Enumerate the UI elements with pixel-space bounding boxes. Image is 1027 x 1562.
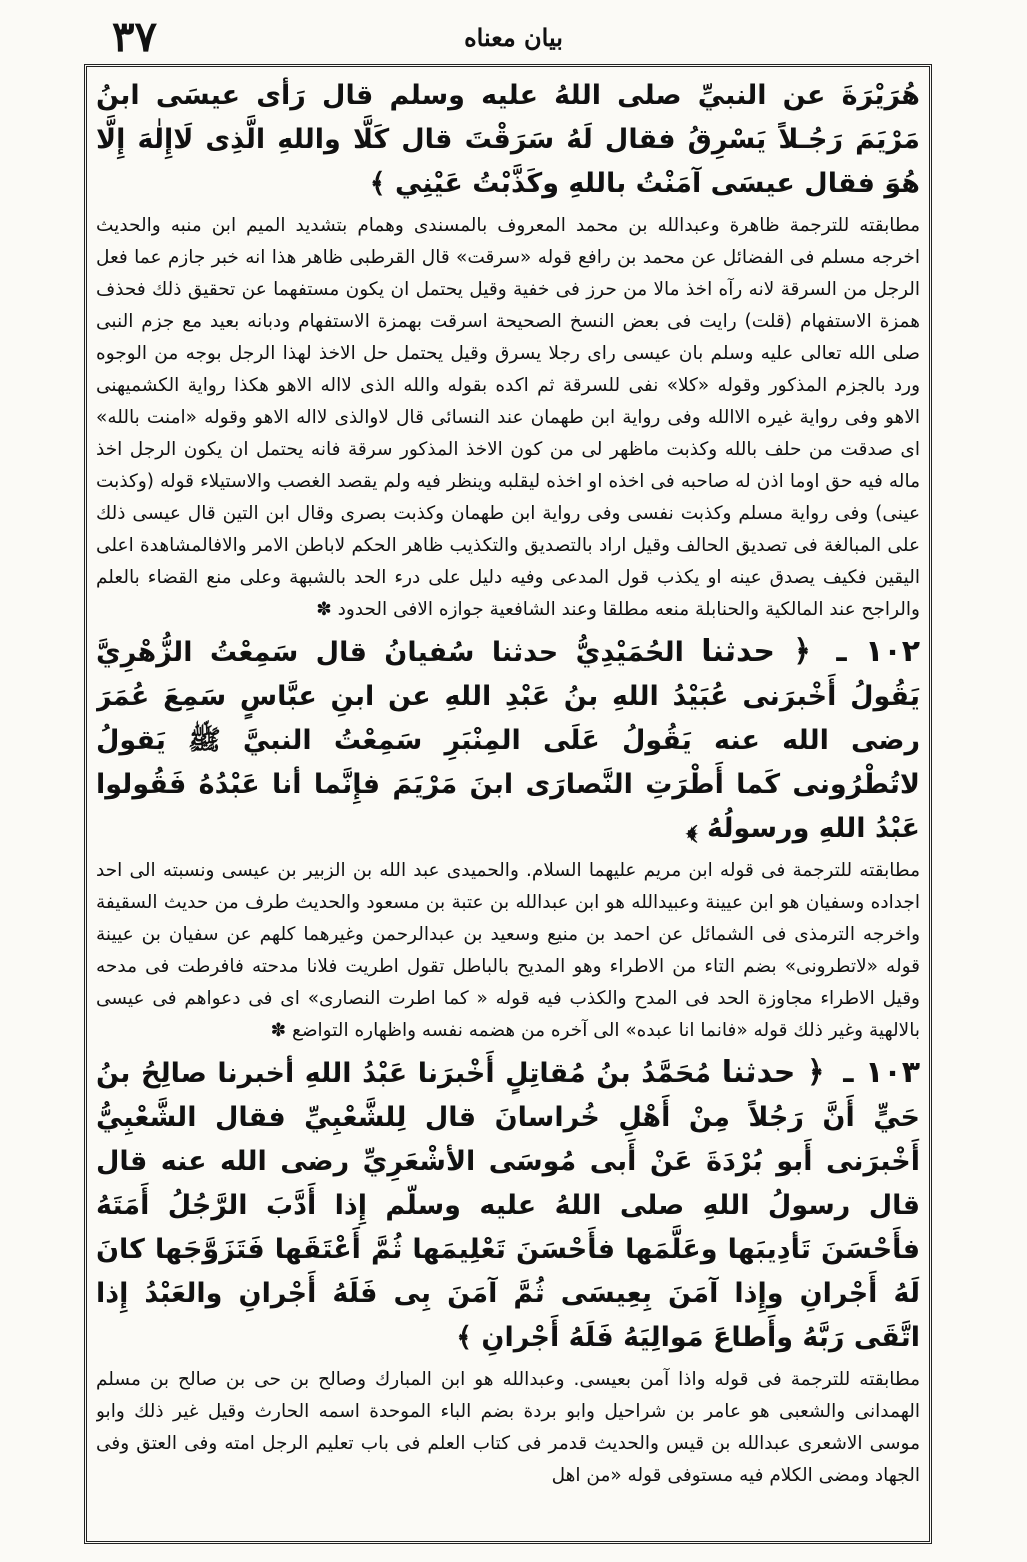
main-text	[96, 74, 920, 1534]
page-number: ٣٧	[112, 12, 158, 61]
hadith-lead: ﴿ حدثنا	[721, 1055, 825, 1090]
hadith-body: الحُمَيْدِيُّ حدثنا سُفيانُ قال سَمِعْتُ الزُّهْرِيَّ يَقُولُ أَخْبرَنى عُبَيْدُ اللهِ بنُ عَبْدِ اللهِ عن ابنِ عبَّاسٍ سَمِعَ عُمَرَ رضى الله عنه يَقُولُ عَلَى المِنْبَرِ سَمِعْتُ النبيَّ ﷺ يَقولُ لاتُطْرُونى كَما أَطْرَتِ النَّصارَى ابنَ مَرْيَمَ فإِنَّما أنا عَبْدُهُ فَقُولوا عَبْدُ اللهِ ورسولُهُ ﴾	[96, 637, 920, 844]
hadith-body: مُحَمَّدُ بنُ مُقاتِلٍ أَخْبرَنا عَبْدُ اللهِ أخبرنا صالِحُ بنُ حَيٍّ أَنَّ رَجُلاً مِنْ أَهْلِ خُراسانَ قال لِلشَّعْبِيِّ فقال الشَّعْبِيُّ أَخْبرَنى أَبو بُرْدَةَ عَنْ أَبى مُوسَى الأشْعَرِيِّ رضى الله عنه قال قال رسولُ اللهِ صلى اللهُ عليه وسلّم إِذا أَدَّبَ الرَّجُلُ أَمَتَهُ فأَحْسَنَ تَأدِيبَها وعَلَّمَها فأَحْسَنَ تَعْلِيمَها ثُمَّ أَعْتَقَها فَتَزَوَّجَها كانَ لَهُ أَجْرانِ وإِذا آمَنَ بِعِيسَى ثُمَّ آمَنَ بِى فَلَهُ أَجْرانِ والعَبْدُ إِذا اتَّقَى رَبَّهُ وأَطاعَ مَوالِيَهُ فَلَهُ أَجْرانِ ﴾	[96, 1058, 920, 1353]
commentary-paragraph: مطابقته للترجمة ظاهرة وعبدالله بن محمد المعروف بالمسندى وهمام بتشديد الميم ابن منبه والحديث اخرجه مسلم فى الفضائل عن محمد بن رافع قوله «سرقت» قال القرطبى ظاهر هذا انه خبر جازم عما فعل الرجل من السرقة لانه رآه اخذ مالا من حرز فى خفية وقيل يحتمل ان يكون مستفهما عن تحقيق ذلك فحذف همزة الاستفهام (قلت) رايت فى بعض النسخ الصحيحة اسرقت بهمزة الاستفهام ودبانه بعيد مع جزم النبى صلى الله تعالى عليه وسلم بان عيسى راى رجلا يسرق وقيل يحتمل حل الاخذ لهذا الرجل بوجه من الوجوه ورد بالجزم المذكور وقوله «كلا» نفى للسرقة ثم اكده بقوله والله الذى لااله الاهو هكذا رواية الكشميهنى الاهو وفى رواية غيره الاالله وفى رواية ابن طهمان عند النسائى قال لاوالذى لااله الاهو وقوله «امنت بالله» اى صدقت من حلف بالله وكذبت ماظهر لى من كون الاخذ المذكور سرقة فانه يحتمل ان يكون الرجل اخذ ماله فيه حق اوما اذن له صاحبه فى اخذه او اخذه ليقلبه وينظر فيه ولم يقصد الغصب والاستيلاء قوله (وكذبت عينى) وفى رواية مسلم وكذبت نفسى وفى رواية ابن طهمان وكذبت بصرى وقال ابن التين قال عيسى ذلك على المبالغة فى تصديق الحالف وقيل اراد بالتصديق والتكذيب ظاهر الحكم لاباطن الامر والافالمشاهدة اعلى اليقين فكيف يصدق عينه او يكذب قول المدعى وفيه دليل على درء الحد بالشبهة وعلى منع القضاء بالعلم والراجح عند المالكية والحنابلة منعه مطلقا وعند الشافعية جوازه الافى الحدود ✽	[96, 215, 920, 620]
commentary-paragraph: مطابقته للترجمة فى قوله ابن مريم عليهما السلام. والحميدى عبد الله بن الزبير بن عيسى ونسبته الى احد اجداده وسفيان هو ابن عيينة وعبيدالله هو ابن عبدالله بن عتبة بن مسعود والحديث طرف من حديث السقيفة واخرجه الترمذى فى الشمائل عن احمد بن منيع وسعيد بن عبدالرحمن وغيرهما كلهم عن سفيان بن عيينة قوله «لاتطرونى» بضم التاء من الاطراء وهو المديح بالباطل تقول اطريت فلانا مدحته فافرطت فى مدحه وقيل الاطراء مجاوزة الحد فى المدح والكذب فيه قوله « كما اطرت النصارى» اى فى دعواهم فى عيسى بالالهية وغير ذلك قوله «فانما انا عبده» الى آخره من هضمه نفسه واظهاره التواضع ✽	[96, 860, 920, 1041]
hadith-number: ١٠٢ ـ	[836, 634, 920, 669]
hadith-body: هُرَيْرَةَ عن النبيِّ صلى اللهُ عليه وسلم قال رَأى عيسَى ابنُ مَرْيَمَ رَجُـلاً يَسْرِقُ فقال لَهُ سَرَقْتَ قال كَلَّا واللهِ الَّذِى لَاإِلٰهَ إِلَّا هُوَ فقال عيسَى آمَنْتُ باللهِ وكَذَّبْتُ عَيْنِي ﴾	[96, 80, 920, 199]
hadith-text-continued	[96, 74, 920, 206]
commentary-paragraph: مطابقته للترجمة فى قوله واذا آمن بعيسى. وعبدالله هو ابن المبارك وصالح بن حى بن صالح بن مسلم الهمدانى والشعبى هو عامر بن شراحيل وابو بردة بضم الباء الموحدة اسمه الحارث وقيل غير ذلك وابو موسى الاشعرى عبدالله بن قيس والحديث قدمر فى كتاب العلم فى باب تعليم الرجل امته وفى العتق وفى الجهاد ومضى الكلام فيه مستوفى قوله «من اهل	[96, 1369, 920, 1486]
hadith-102	[96, 630, 920, 851]
hadith-103	[96, 1051, 920, 1360]
hadith-number: ١٠٣ ـ	[843, 1055, 920, 1090]
running-title: بيان معناه	[464, 23, 563, 52]
hadith-lead: ﴿ حدثنا	[701, 634, 812, 669]
